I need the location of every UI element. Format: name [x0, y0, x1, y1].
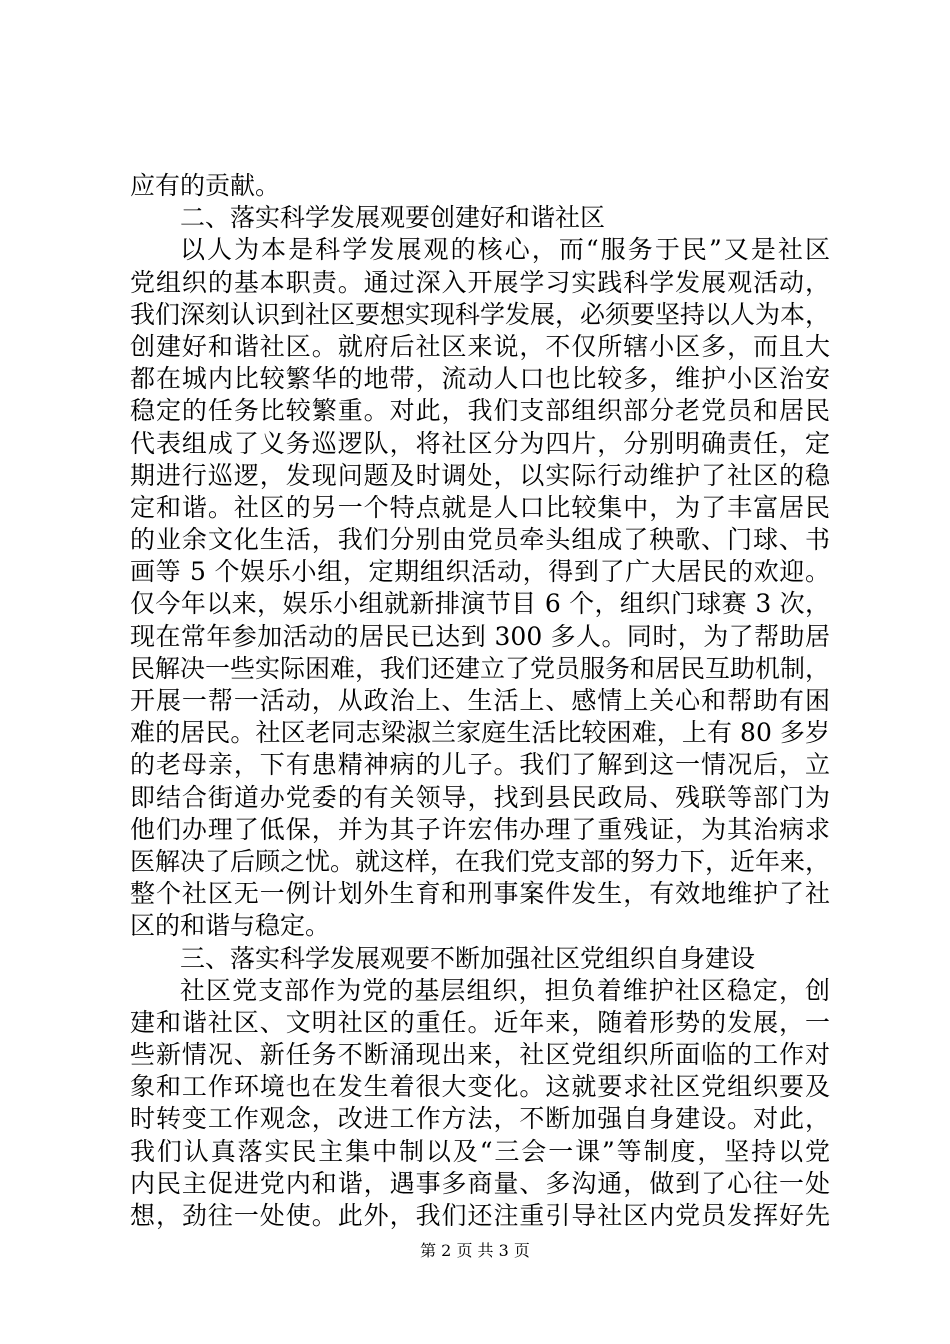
text-line: 些新情况、新任务不断涌现出来，社区党组织所面临的工作对 [130, 1040, 830, 1070]
page-footer: 第 2 页 共 3 页 [420, 1241, 530, 1260]
text-line: 他们办理了低保，并为其子许宏伟办理了重残证，为其治病求 [130, 814, 830, 844]
text-line: 期进行巡逻，发现问题及时调处，以实际行动维护了社区的稳 [130, 460, 830, 490]
text-line: 即结合街道办党委的有关领导，找到县民政局、残联等部门为 [130, 782, 830, 812]
text-line: 现在常年参加活动的居民已达到 300 多人。同时，为了帮助居 [130, 621, 830, 651]
text-line: 的业余文化生活，我们分别由党员牵头组成了秧歌、门球、书 [130, 525, 830, 555]
text-line: 仅今年以来，娱乐小组就新排演节目 6 个，组织门球赛 3 次， [130, 589, 830, 619]
text-line: 社区党支部作为党的基层组织，担负着维护社区稳定，创 [180, 975, 830, 1005]
text-line: 的老母亲，下有患精神病的儿子。我们了解到这一情况后，立 [130, 750, 830, 780]
text-line: 党组织的基本职责。通过深入开展学习实践科学发展观活动， [130, 267, 830, 297]
text-line: 建和谐社区、文明社区的重任。近年来，随着形势的发展，一 [130, 1007, 830, 1037]
text-line: 代表组成了义务巡逻队，将社区分为四片，分别明确责任，定 [130, 428, 830, 458]
text-line: 以人为本是科学发展观的核心，而“服务于民”又是社区 [180, 235, 830, 265]
text-line: 二、落实科学发展观要创建好和谐社区 [180, 203, 606, 233]
text-line: 都在城内比较繁华的地带，流动人口也比较多，维护小区治安 [130, 364, 830, 394]
text-line: 整个社区无一例计划外生育和刑事案件发生，有效地维护了社 [130, 879, 830, 909]
text-line: 医解决了后顾之忧。就这样，在我们党支部的努力下，近年来， [130, 846, 831, 876]
text-line: 时转变工作观念，改进工作方法，不断加强自身建设。对此， [130, 1104, 830, 1134]
text-line: 应有的贡献。 [130, 171, 281, 200]
text-line: 我们认真落实民主集中制以及“三会一课”等制度，坚持以党 [130, 1136, 830, 1166]
text-line: 定和谐。社区的另一个特点就是人口比较集中，为了丰富居民 [130, 492, 830, 522]
text-line: 难的居民。社区老同志梁淑兰家庭生活比较困难，上有 80 多岁 [130, 718, 830, 748]
text-line: 想，劲往一处使。此外，我们还注重引导社区内党员发挥好先 [130, 1201, 830, 1230]
text-line: 稳定的任务比较繁重。对此，我们支部组织部分老党员和居民 [130, 396, 830, 426]
text-line: 区的和谐与稳定。 [130, 911, 331, 941]
text-line: 开展一帮一活动，从政治上、生活上、感情上关心和帮助有困 [130, 686, 830, 715]
text-line: 创建好和谐社区。就府后社区来说，不仅所辖小区多，而且大 [130, 331, 830, 361]
text-line: 内民主促进党内和谐，遇事多商量、多沟通，做到了心往一处 [130, 1168, 830, 1198]
text-line: 象和工作环境也在发生着很大变化。这就要求社区党组织要及 [130, 1072, 830, 1102]
text-line: 民解决一些实际困难，我们还建立了党员服务和居民互助机制， [130, 653, 831, 683]
text-line: 三、落实科学发展观要不断加强社区党组织自身建设 [180, 943, 756, 973]
text-line: 画等 5 个娱乐小组，定期组织活动，得到了广大居民的欢迎。 [130, 557, 830, 587]
document-body [130, 170, 830, 1232]
text-line: 我们深刻认识到社区要想实现科学发展，必须要坚持以人为本， [130, 299, 831, 329]
